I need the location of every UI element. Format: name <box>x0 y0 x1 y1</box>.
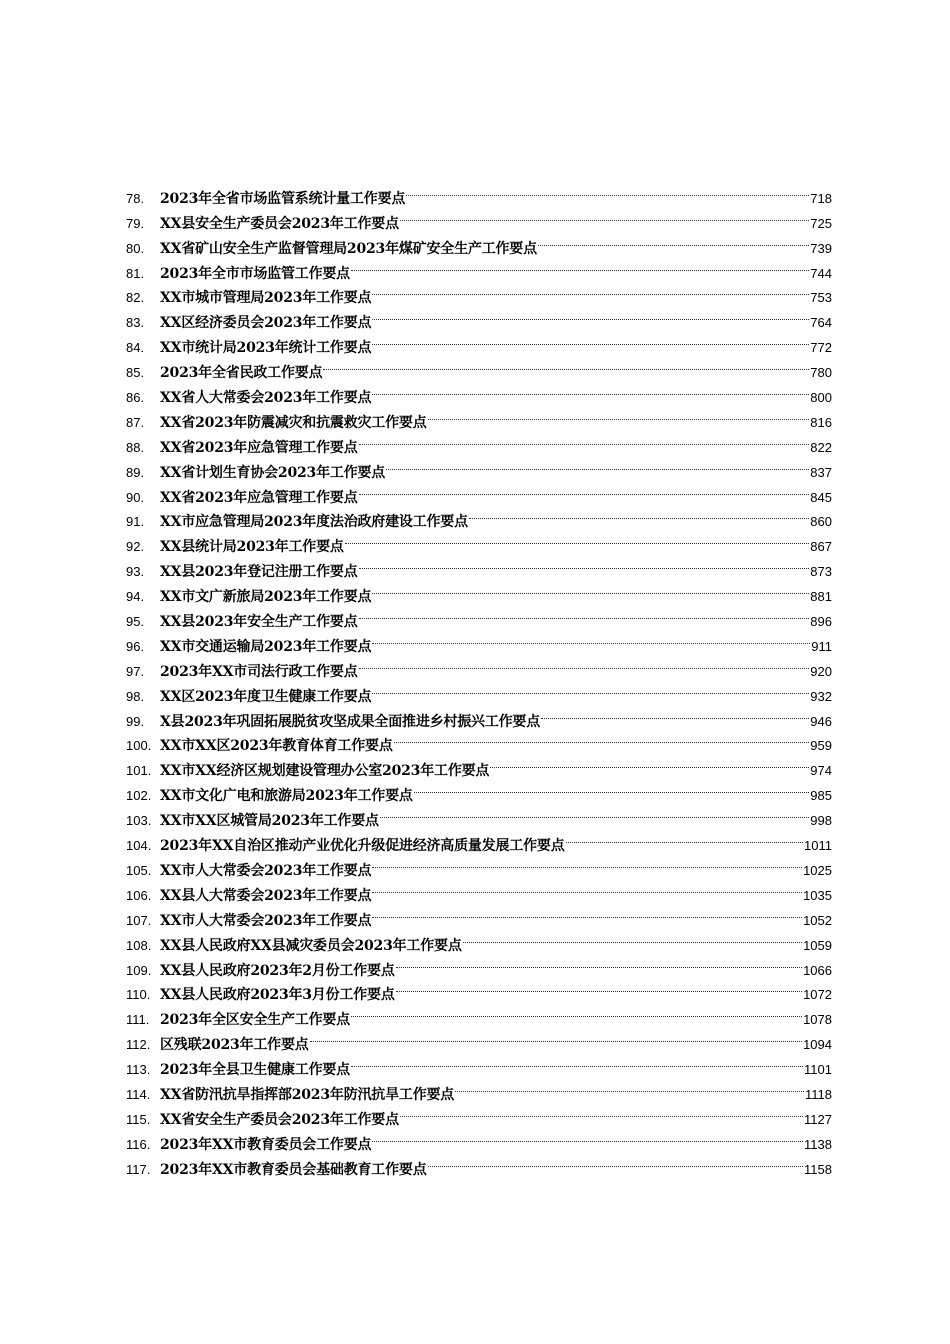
dot-leader <box>351 999 802 1024</box>
toc-entry-page-number[interactable]: 1158 <box>804 1161 832 1177</box>
dot-leader <box>372 302 809 327</box>
toc-entry-number: 95. <box>126 614 145 630</box>
toc-entry-title[interactable]: XX市文化广电和旅游局2023年工作要点 <box>160 788 413 805</box>
dot-leader <box>469 502 809 527</box>
dot-leader <box>372 327 809 352</box>
toc-entry-title[interactable]: 2023年全省民政工作要点 <box>160 365 323 382</box>
toc-entry-number: 80. <box>126 240 145 256</box>
toc-entry-title[interactable]: XX区经济委员会2023年工作要点 <box>160 315 372 332</box>
dot-leader <box>414 775 810 800</box>
toc-entry-title[interactable]: XX省计划生育协会2023年工作要点 <box>160 464 386 481</box>
toc-entry-number: 105. <box>126 862 152 878</box>
toc-entry-number: 92. <box>126 539 145 555</box>
toc-entry-number: 86. <box>126 390 145 406</box>
toc-entry-title[interactable]: XX省矿山安全生产监督管理局2023年煤矿安全生产工作要点 <box>160 240 537 257</box>
toc-entry-page-number[interactable]: 867 <box>810 539 832 555</box>
toc-entry-number: 81. <box>126 265 145 281</box>
dot-leader <box>351 1049 803 1074</box>
toc-entry-number: 115. <box>126 1111 151 1127</box>
toc-entry-title[interactable]: XX省防汛抗旱指挥部2023年防汛抗旱工作要点 <box>160 1086 455 1103</box>
dot-leader <box>372 875 802 900</box>
toc-entry-title[interactable]: XX市统计局2023年统计工作要点 <box>160 340 372 357</box>
toc-entry-number: 78. <box>126 190 145 206</box>
toc-entry-page-number[interactable]: 1025 <box>803 862 832 878</box>
toc-entry-number: 116. <box>126 1136 151 1152</box>
toc-entry-title[interactable]: XX县人民政府2023年2月份工作要点 <box>160 962 395 979</box>
toc-entry-title[interactable]: XX市交通运输局2023年工作要点 <box>160 638 372 655</box>
dot-leader <box>538 228 809 253</box>
toc-entry-number: 88. <box>126 439 145 455</box>
dot-leader <box>351 253 809 278</box>
toc-entry-number: 111. <box>126 1012 150 1028</box>
dot-leader <box>372 626 810 651</box>
toc-entry-title[interactable]: XX市人大常委会2023年工作要点 <box>160 912 372 929</box>
table-of-contents <box>126 178 832 1178</box>
toc-entry-title[interactable]: XX县安全生产委员会2023年工作要点 <box>160 215 399 232</box>
toc-entry-number: 87. <box>126 414 145 430</box>
dot-leader <box>345 526 810 551</box>
dot-leader <box>372 377 809 402</box>
dot-leader <box>380 800 809 825</box>
toc-entry-page-number[interactable]: 1101 <box>804 1062 832 1078</box>
toc-entry-title[interactable]: 区残联2023年工作要点 <box>160 1037 309 1054</box>
toc-entry-title[interactable]: XX市XX区2023年教育体育工作要点 <box>160 738 393 755</box>
toc-entry-number: 93. <box>126 564 145 580</box>
toc-entry-number: 84. <box>126 340 145 356</box>
toc-entry-number: 89. <box>126 464 145 480</box>
toc-entry-number: 103. <box>126 813 152 829</box>
toc-entry-page-number[interactable]: 1059 <box>803 937 832 953</box>
toc-entry-number: 107. <box>126 912 152 928</box>
dot-leader <box>400 203 809 228</box>
dot-leader <box>372 900 802 925</box>
dot-leader <box>372 278 809 303</box>
toc-entry-title[interactable]: XX县2023年安全生产工作要点 <box>160 614 358 631</box>
dot-leader <box>428 1149 804 1174</box>
toc-entry-page-number[interactable]: 725 <box>810 215 832 231</box>
toc-entry-page-number[interactable]: 946 <box>810 713 832 729</box>
toc-entry-title[interactable]: X县2023年巩固拓展脱贫攻坚成果全面推进乡村振兴工作要点 <box>160 713 541 730</box>
toc-entry-page-number[interactable]: 998 <box>810 813 832 829</box>
toc-entry-number: 94. <box>126 589 145 605</box>
toc-entry-title[interactable]: 2023年XX市教育委员会基础教育工作要点 <box>160 1161 427 1178</box>
dot-leader <box>372 850 802 875</box>
toc-entry-page-number[interactable]: 744 <box>810 265 832 281</box>
toc-entry-page-number[interactable]: 1094 <box>803 1037 832 1053</box>
toc-entry-title[interactable]: XX省2023年应急管理工作要点 <box>160 439 358 456</box>
dot-leader <box>428 402 810 427</box>
toc-entry-page-number[interactable]: 772 <box>810 340 832 356</box>
toc-entry-page-number[interactable]: 1011 <box>804 838 832 854</box>
toc-entry-number: 91. <box>126 514 145 530</box>
toc-entry-number: 102. <box>126 788 152 804</box>
toc-entry-page-number[interactable]: 1035 <box>803 887 832 903</box>
toc-entry-page-number[interactable]: 932 <box>810 688 832 704</box>
toc-entry-page-number[interactable]: 873 <box>810 564 832 580</box>
toc-entry-number: 83. <box>126 315 145 331</box>
toc-entry-title[interactable]: 2023年XX市教育委员会工作要点 <box>160 1136 372 1153</box>
toc-entry-page-number[interactable]: 753 <box>810 290 832 306</box>
toc-entry-title[interactable]: XX县统计局2023年工作要点 <box>160 539 344 556</box>
toc-entry-title[interactable]: XX市应急管理局2023年度法治政府建设工作要点 <box>160 514 468 531</box>
toc-entry-title[interactable]: 2023年XX自治区推动产业优化升级促进经济高质量发展工作要点 <box>160 838 565 855</box>
toc-entry[interactable] <box>126 178 832 207</box>
toc-entry-number: 101. <box>126 763 152 779</box>
dot-leader <box>396 950 802 975</box>
dot-leader <box>310 1024 803 1049</box>
toc-entry-number: 82. <box>126 290 145 306</box>
toc-entry-page-number[interactable]: 800 <box>810 390 832 406</box>
toc-entry-number: 99. <box>126 713 145 729</box>
toc-entry-page-number[interactable]: 860 <box>810 514 832 530</box>
dot-leader <box>406 178 809 203</box>
toc-entry-page-number[interactable]: 764 <box>810 315 832 331</box>
toc-entry-page-number[interactable]: 881 <box>810 589 832 605</box>
toc-entry-page-number[interactable]: 896 <box>810 614 832 630</box>
toc-entry-title[interactable]: XX市城市管理局2023年工作要点 <box>160 290 372 307</box>
toc-entry-number: 97. <box>126 663 145 679</box>
toc-entry-title[interactable]: XX区2023年度卫生健康工作要点 <box>160 688 372 705</box>
dot-leader <box>372 576 809 601</box>
dot-leader <box>359 427 810 452</box>
toc-entry-page-number[interactable]: 1138 <box>804 1136 832 1152</box>
toc-entry-number: 113. <box>126 1062 151 1078</box>
toc-entry-number: 109. <box>126 962 152 978</box>
toc-entry-number: 110. <box>126 987 151 1003</box>
toc-entry-title[interactable]: XX市人大常委会2023年工作要点 <box>160 862 372 879</box>
dot-leader <box>566 825 804 850</box>
toc-entry-number: 108. <box>126 937 152 953</box>
toc-entry-page-number[interactable]: 816 <box>810 414 832 430</box>
toc-entry-title[interactable]: XX县人民政府2023年3月份工作要点 <box>160 987 395 1004</box>
toc-entry-number: 114. <box>126 1086 151 1102</box>
toc-entry-page-number[interactable]: 718 <box>810 190 832 206</box>
toc-entry-number: 117. <box>126 1161 151 1177</box>
toc-entry-page-number[interactable]: 985 <box>810 788 832 804</box>
toc-entry-number: 100. <box>126 738 152 754</box>
toc-entry-title[interactable]: XX市XX经济区规划建设管理办公室2023年工作要点 <box>160 763 490 780</box>
toc-entry-title[interactable]: 2023年全区安全生产工作要点 <box>160 1012 350 1029</box>
toc-entry-page-number[interactable]: 920 <box>810 663 832 679</box>
dot-leader <box>359 601 810 626</box>
toc-entry-title[interactable]: XX市XX区城管局2023年工作要点 <box>160 813 379 830</box>
dot-leader <box>463 925 802 950</box>
dot-leader <box>323 352 809 377</box>
toc-entry-page-number[interactable]: 959 <box>810 738 832 754</box>
toc-entry-page-number[interactable]: 1118 <box>805 1086 832 1102</box>
dot-leader <box>455 1074 804 1099</box>
dot-leader <box>372 1124 803 1149</box>
dot-leader <box>490 750 809 775</box>
toc-entry-title[interactable]: 2023年全县卫生健康工作要点 <box>160 1062 350 1079</box>
dot-leader <box>394 726 810 751</box>
toc-entry-title[interactable]: 2023年全省市场监管系统计量工作要点 <box>160 190 406 207</box>
toc-entry-title[interactable]: XX县2023年登记注册工作要点 <box>160 564 358 581</box>
toc-entry-title[interactable]: XX市文广新旅局2023年工作要点 <box>160 589 372 606</box>
toc-entry-page-number[interactable]: 845 <box>810 489 832 505</box>
dot-leader <box>386 452 809 477</box>
dot-leader <box>400 1099 803 1124</box>
toc-entry-title[interactable]: XX省安全生产委员会2023年工作要点 <box>160 1111 399 1128</box>
toc-entry-number: 112. <box>126 1037 151 1053</box>
toc-entry-number: 96. <box>126 638 145 654</box>
dot-leader <box>396 975 802 1000</box>
dot-leader <box>359 551 810 576</box>
toc-entry-title[interactable]: XX省2023年防震减灾和抗震救灾工作要点 <box>160 414 427 431</box>
toc-entry-number: 106. <box>126 887 152 903</box>
toc-entry-title[interactable]: 2023年XX市司法行政工作要点 <box>160 663 358 680</box>
dot-leader <box>372 676 809 701</box>
toc-entry-page-number[interactable]: 911 <box>811 638 832 654</box>
toc-entry-number: 79. <box>126 215 145 231</box>
toc-entry-page-number[interactable]: 822 <box>810 439 832 455</box>
toc-entry-page-number[interactable]: 837 <box>810 464 832 480</box>
toc-entry-number: 90. <box>126 489 145 505</box>
toc-entry-page-number[interactable]: 780 <box>810 365 832 381</box>
dot-leader <box>541 701 809 726</box>
toc-entry-title[interactable]: XX县人民政府XX县减灾委员会2023年工作要点 <box>160 937 462 954</box>
toc-entry-title[interactable]: XX县人大常委会2023年工作要点 <box>160 887 372 904</box>
toc-entry-page-number[interactable]: 739 <box>810 240 832 256</box>
toc-entry-page-number[interactable]: 974 <box>810 763 832 779</box>
dot-leader <box>359 477 810 502</box>
dot-leader <box>359 651 810 676</box>
toc-entry-page-number[interactable]: 1052 <box>803 912 832 928</box>
toc-entry-page-number[interactable]: 1078 <box>803 1012 832 1028</box>
toc-entry-title[interactable]: 2023年全市市场监管工作要点 <box>160 265 350 282</box>
toc-entry-title[interactable]: XX省人大常委会2023年工作要点 <box>160 390 372 407</box>
toc-entry-number: 85. <box>126 365 145 381</box>
toc-entry-page-number[interactable]: 1066 <box>803 962 832 978</box>
toc-entry-page-number[interactable]: 1072 <box>803 987 832 1003</box>
toc-entry-number: 98. <box>126 688 145 704</box>
toc-entry-number: 104. <box>126 838 152 854</box>
toc-entry-title[interactable]: XX省2023年应急管理工作要点 <box>160 489 358 506</box>
toc-entry-page-number[interactable]: 1127 <box>804 1111 832 1127</box>
